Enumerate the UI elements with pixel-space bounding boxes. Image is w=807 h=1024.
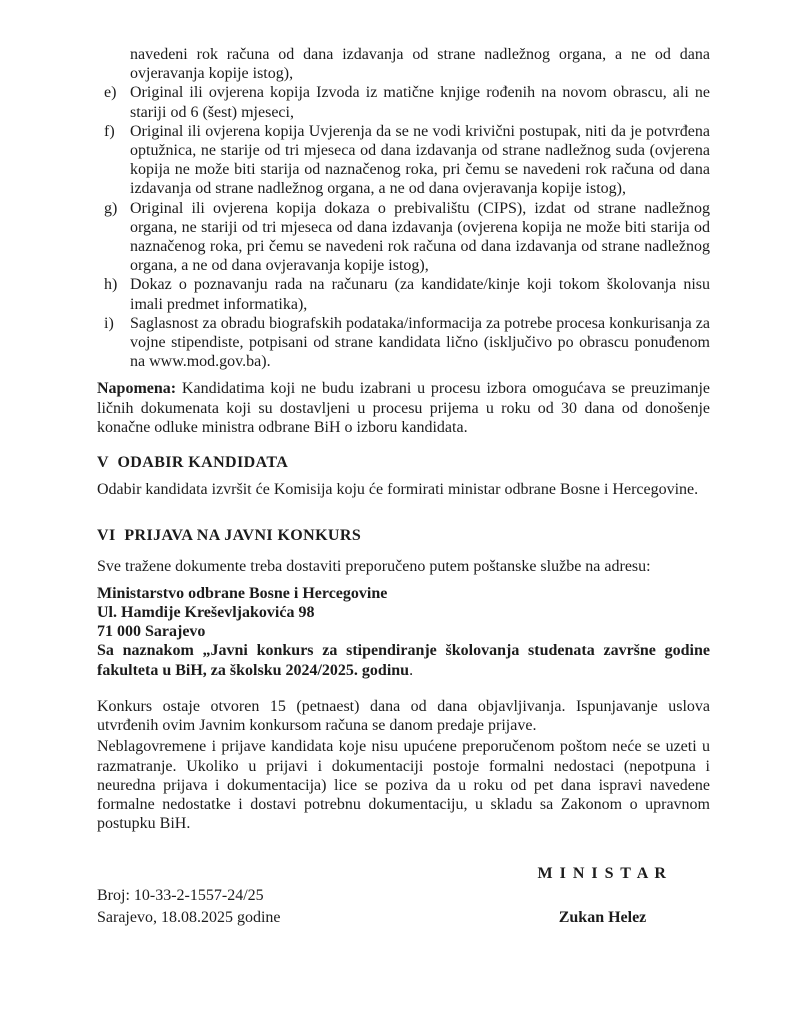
signature-row-title (97, 863, 710, 885)
signature-block (97, 863, 710, 929)
address-block (97, 584, 710, 680)
list-item-letter: e) (104, 84, 117, 102)
list-item-letter: i) (104, 314, 114, 332)
section-vi-intro: Sve tražene dokumente treba dostaviti preporučeno putem poštanske službe na adresu: (97, 557, 651, 575)
list-item-text: Original ili ovjerena kopija Izvoda iz matične knjige rođenih na novom obrascu, ali ne stariji od 6 (šest) mjeseci, (130, 84, 710, 121)
list-item-g (97, 199, 710, 276)
minister-title: M I N I S T A R (537, 865, 668, 883)
signature-row-number (97, 885, 710, 907)
address-line-city: 71 000 Sarajevo (97, 623, 206, 641)
list-item-text: Dokaz o poznavanju rada na računaru (za kandidate/kinje koji tokom školovanja nisu imali predmet informatika), (130, 276, 710, 313)
list-item-f (97, 122, 710, 199)
address-note: Sa naznakom „Javni konkurs za stipendiranje školovanja studenata završne godine fakulteta u BiH, za školsku 2024/2025. godinu (97, 642, 710, 679)
list-item-h (97, 275, 710, 313)
place-date: Sarajevo, 18.08.2025 godine (97, 909, 281, 927)
list-item-e (97, 83, 710, 121)
list-item-text: Original ili ovjerena kopija dokaza o prebivalištu (CIPS), izdat od strane nadležnog organa, ne stariji od tri mjeseca od dana izdavanja (ovjerena kopija ne može biti starija od naznačenog roka, pri čemu se navedeni rok računa od dana izdavanja od strane nadležnog organa, a ne od dana ovjeravanja kopije istog), (130, 199, 710, 275)
address-note-line (97, 641, 710, 679)
list-continuation-paragraph: navedeni rok računa od dana izdavanja od strane nadležnog organa, a ne od dana ovjeravanja kopije istog), (130, 46, 710, 83)
list-item-text: Original ili ovjerena kopija Uvjerenja da se ne vodi krivični postupak, niti da je potvrđena optužnica, ne starije od tri mjeseca od dana izdavanja od strane nadležnog suda (ovjerena kopija ne može biti starija od naznačenog roka, pri čemu se navedeni rok računa od dana izdavanja od strane nadležnog organa, a ne od dana ovjeravanja kopije istog), (130, 122, 710, 198)
list-item-text: Saglasnost za obradu biografskih podataka/informacija za potrebe procesa konkurisanja za vojne stipendiste, potpisani od strane kandidata lično (isključivo po obrascu ponuđenom na www.mod.gov.ba). (130, 314, 710, 371)
list-item-letter: f) (104, 122, 115, 140)
deadline-paragraph: Konkurs ostaje otvoren 15 (petnaest) dana od dana objavljivanja. Ispunjavanje uslova utvrđenih ovim Javnim konkursom računa se danom predaje prijave. (97, 697, 710, 735)
requirement-list (97, 83, 710, 371)
address-note-period: . (409, 661, 414, 679)
section-v-heading: V ODABIR KANDIDATA (97, 454, 289, 472)
list-item-letter: g) (104, 199, 118, 217)
address-line-street: Ul. Hamdije Kreševljakovića 98 (97, 604, 315, 622)
minister-name: Zukan Helez (558, 909, 647, 927)
late-submission-paragraph: Neblagovremene i prijave kandidata koje nisu upućene preporučenom poštom neće se uzeti u razmatranje. Ukoliko u prijavi i dokumentaciji postoje formalni nedostaci (nepotpuna i neuredna prijava i dokumentacija) lice se poziva da u roku od pet dana ispravi navedene formalne nedostatke i dostavi potrebnu dokumentaciju, u skladu sa Zakonom o upravnom postupku BiH. (97, 738, 710, 833)
note-text: Kandidatima koji ne budu izabrani u procesu izbora omogućava se preuzimanje ličnih dokumenata koji su dostavljeni u procesu prijema u roku od 30 dana od donošenje konačne odluke ministra odbrane BiH o izboru kandidata. (97, 380, 710, 436)
note-paragraph (97, 379, 710, 437)
section-vi-heading: VI PRIJAVA NA JAVNI KONKURS (97, 527, 362, 545)
note-label: Napomena: (97, 380, 177, 398)
section-v-paragraph: Odabir kandidata izvršit će Komisija koju će formirati ministar odbrane Bosne i Hercegovine. (97, 481, 699, 499)
list-item-i (97, 314, 710, 372)
address-line-ministry: Ministarstvo odbrane Bosne i Hercegovine (97, 584, 388, 602)
list-item-letter: h) (104, 276, 118, 294)
document-number: Broj: 10-33-2-1557-24/25 (97, 887, 264, 905)
signature-row-name (97, 907, 710, 929)
